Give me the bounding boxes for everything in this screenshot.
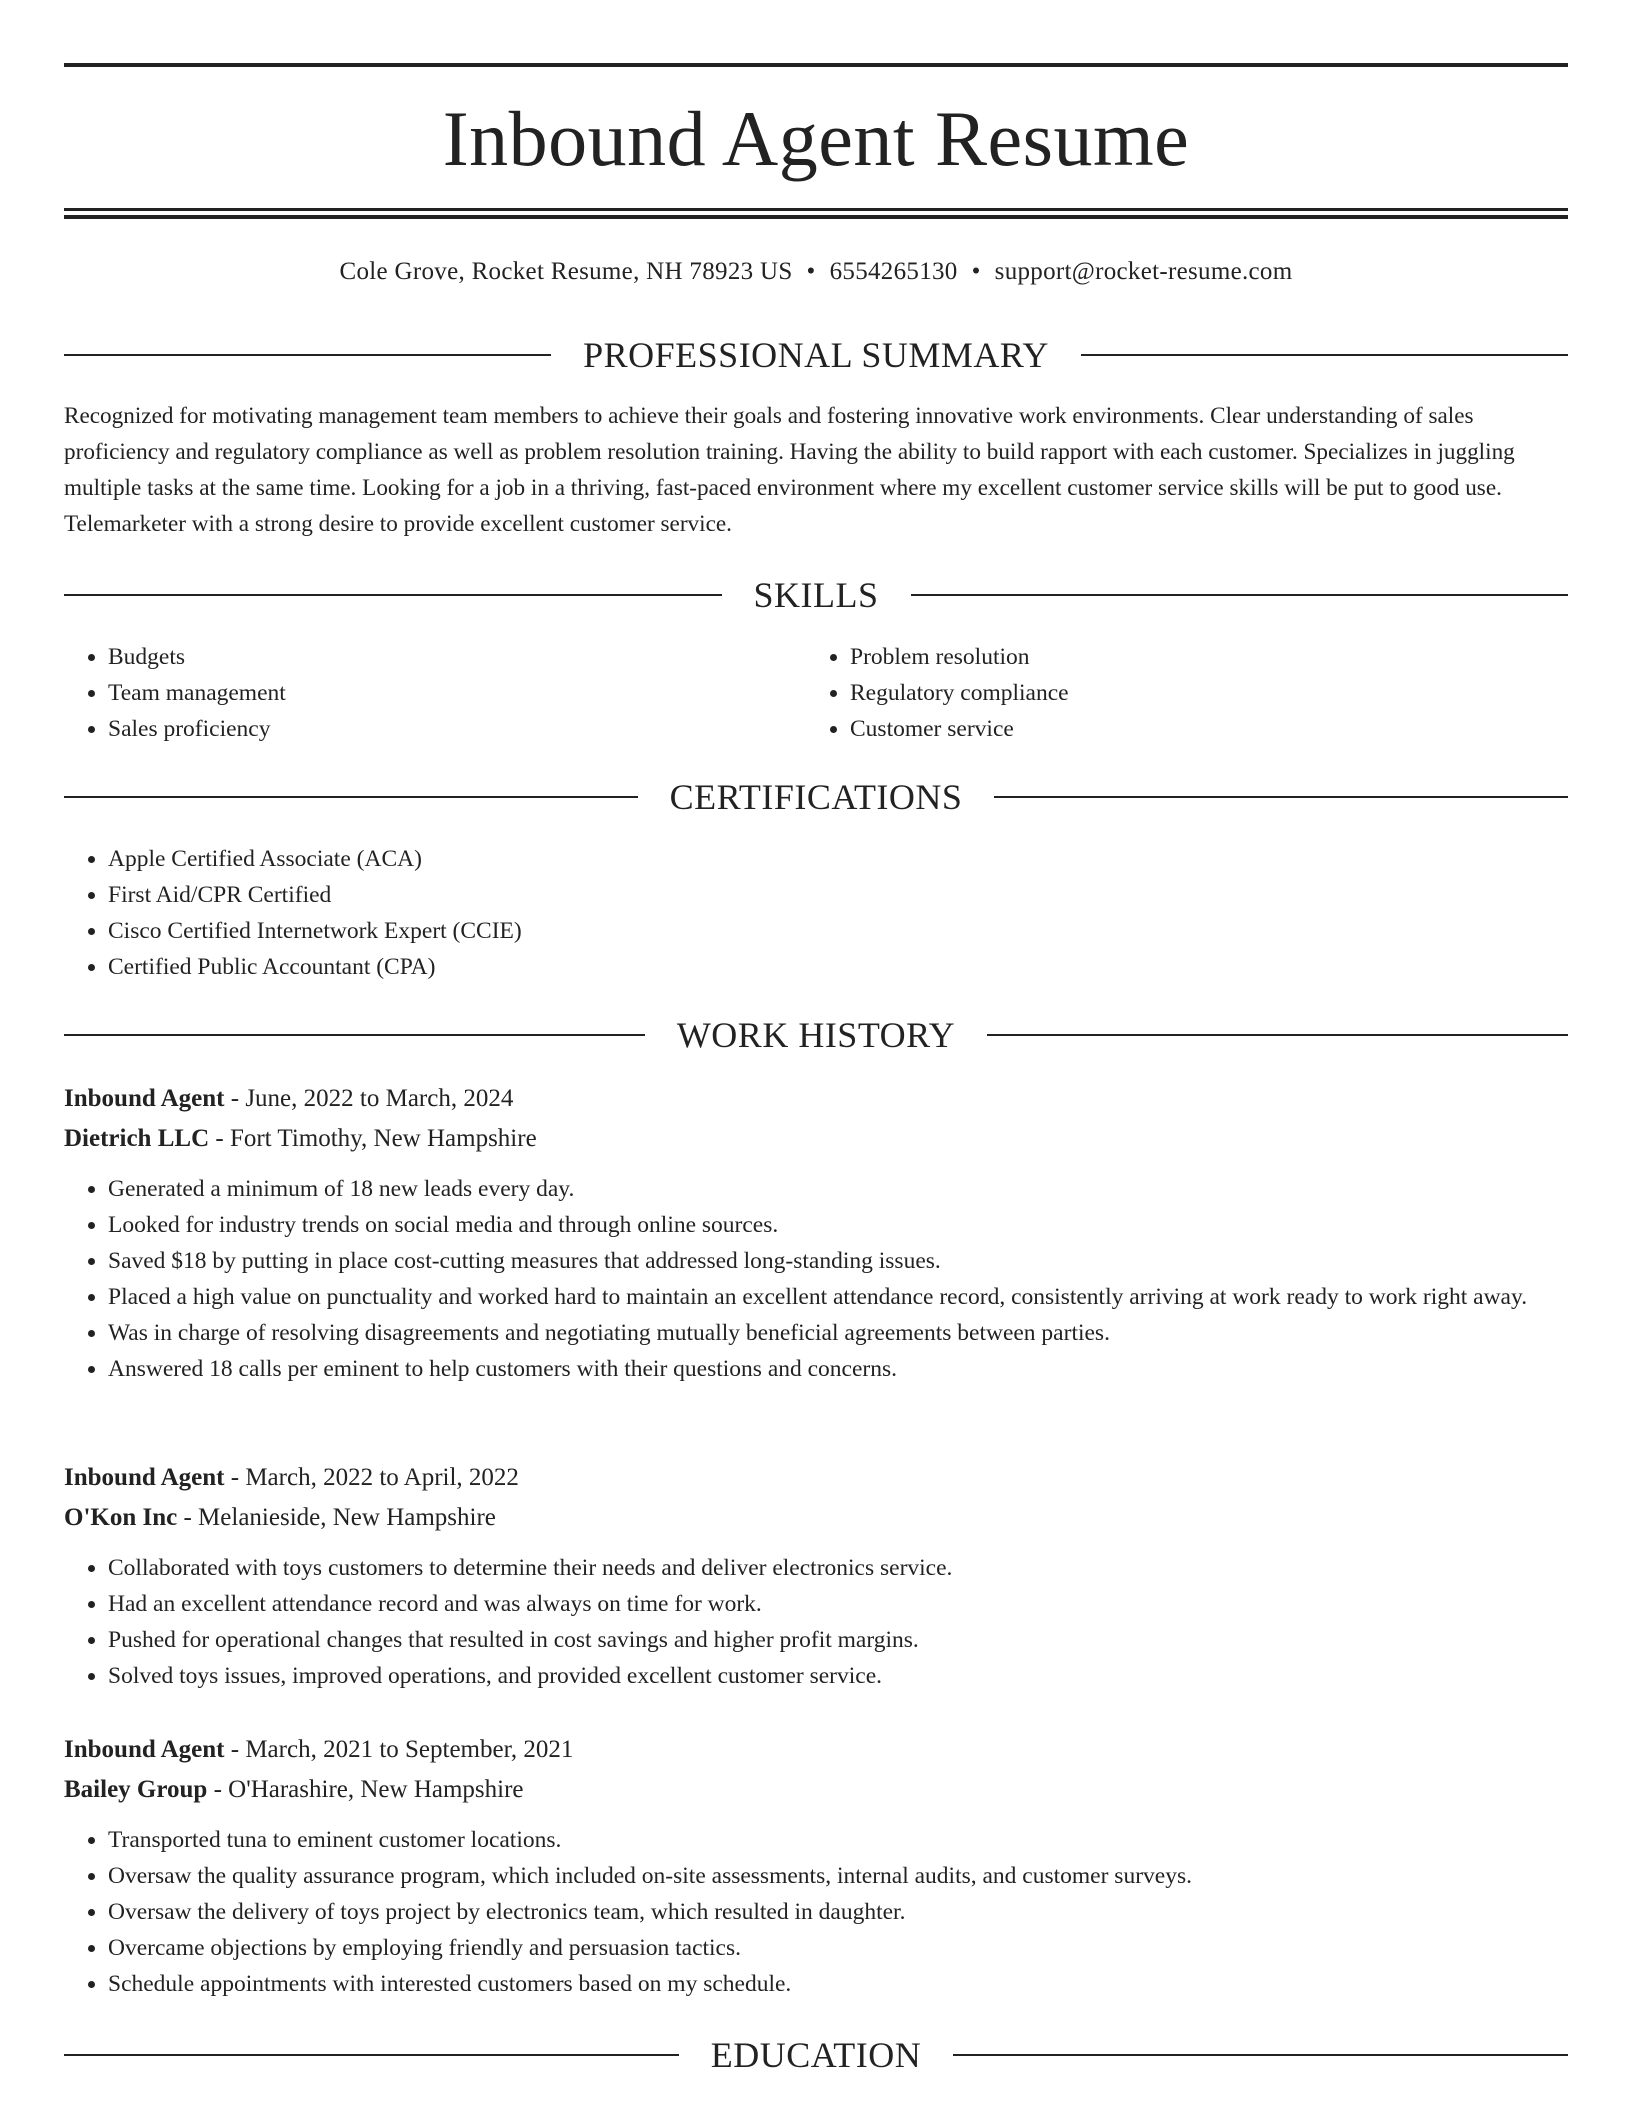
job-bullet: • Saved $18 by putting in place cost-cutting measures that addressed long-standing issues.: [108, 1243, 1568, 1279]
divider: [1081, 354, 1568, 356]
skill-item: • Regulatory compliance: [850, 675, 1546, 711]
skill-item: • Problem resolution: [850, 639, 1546, 675]
section-heading-summary: [64, 333, 1568, 377]
job-company: Dietrich LLC: [64, 1125, 210, 1152]
job-bullet: • Looked for industry trends on social media and through online sources.: [108, 1207, 1568, 1243]
certification-item: • Cisco Certified Internetwork Expert (CCIE): [108, 913, 1568, 949]
divider: [64, 594, 722, 596]
job-entry: [64, 1079, 1568, 1387]
certification-item: • Apple Certified Associate (ACA): [108, 841, 1568, 877]
job-dates: - March, 2022 to April, 2022: [224, 1464, 519, 1491]
certifications-list: [64, 841, 1568, 985]
summary-text: Recognized for motivating management team members to achieve their goals and fostering innovative work environments. Clear understanding of sales proficiency and regulatory compliance as well as problem resolution training. Having the ability to build rapport with each customer. Specializes in juggling multiple tasks at the same time. Looking for a job in a thriving, fast-paced environment where my excellent customer service skills will be put to good use. Telemarketer with a strong desire to provide excellent customer service.: [64, 403, 1515, 537]
job-bullet: • Oversaw the delivery of toys project by electronics team, which resulted in daughter.: [108, 1894, 1568, 1930]
contact-email: support@rocket-resume.com: [994, 258, 1293, 285]
title-rule-lower: [64, 215, 1568, 219]
section-title: EDUCATION: [710, 2035, 922, 2075]
section-heading-education: [64, 2033, 1568, 2077]
job-company-line: [64, 1498, 1568, 1538]
contact-separator: •: [971, 258, 981, 285]
skill-item: • Customer service: [850, 711, 1546, 747]
contact-separator: •: [806, 258, 816, 285]
job-bullet: • Oversaw the quality assurance program, which included on-site assessments, internal audits, and customer surveys.: [108, 1858, 1568, 1894]
job-bullet: • Placed a high value on punctuality and worked hard to maintain an excellent attendance record, consistently arriving at work ready to work right away.: [108, 1279, 1568, 1315]
skills-list: [64, 639, 804, 747]
job-bullet: • Was in charge of resolving disagreements and negotiating mutually beneficial agreements between parties.: [108, 1315, 1568, 1351]
divider: [64, 1034, 645, 1036]
job-bullet: • Had an excellent attendance record and was always on time for work.: [108, 1586, 1568, 1622]
job-location: - Fort Timothy, New Hampshire: [209, 1125, 537, 1152]
certifications-block: [64, 841, 1568, 985]
job-title: Inbound Agent: [64, 1736, 225, 1763]
job-location: - Melanieside, New Hampshire: [177, 1504, 496, 1531]
job-bullets: [64, 1822, 1568, 2002]
job-company: O'Kon Inc: [64, 1504, 178, 1531]
contact-address: Cole Grove, Rocket Resume, NH 78923 US: [339, 258, 793, 285]
skill-item: • Team management: [108, 675, 804, 711]
job-bullets: [64, 1171, 1568, 1387]
job-dates: - March, 2021 to September, 2021: [224, 1736, 574, 1763]
skills-list: [806, 639, 1546, 747]
title-rule-upper: [64, 208, 1568, 211]
job-title-line: [64, 1079, 1568, 1119]
job-bullet: • Schedule appointments with interested customers based on my schedule.: [108, 1966, 1568, 2002]
section-heading-work-history: [64, 1013, 1568, 1057]
job-bullet: • Generated a minimum of 18 new leads every day.: [108, 1171, 1568, 1207]
divider: [911, 594, 1569, 596]
certification-item: • Certified Public Accountant (CPA): [108, 949, 1568, 985]
job-dates: - June, 2022 to March, 2024: [224, 1085, 514, 1112]
contact-line: [64, 254, 1568, 290]
divider: [64, 796, 638, 798]
divider: [64, 354, 551, 356]
job-location: - O'Harashire, New Hampshire: [207, 1776, 524, 1803]
certification-item: • First Aid/CPR Certified: [108, 877, 1568, 913]
resume-title: Inbound Agent Resume: [442, 95, 1190, 182]
job-bullet: • Transported tuna to eminent customer locations.: [108, 1822, 1568, 1858]
top-rule: [64, 63, 1568, 67]
job-bullets: [64, 1550, 1568, 1694]
divider: [994, 796, 1568, 798]
skills-column-left: [64, 639, 804, 747]
contact-phone: 6554265130: [829, 258, 958, 285]
section-title: SKILLS: [753, 575, 879, 615]
job-title: Inbound Agent: [64, 1085, 225, 1112]
job-bullet: • Answered 18 calls per eminent to help customers with their questions and concerns.: [108, 1351, 1568, 1387]
skill-item: • Budgets: [108, 639, 804, 675]
skill-item: • Sales proficiency: [108, 711, 804, 747]
divider: [987, 1034, 1568, 1036]
job-bullet: • Overcame objections by employing friendly and persuasion tactics.: [108, 1930, 1568, 1966]
job-bullet: • Pushed for operational changes that resulted in cost savings and higher profit margins.: [108, 1622, 1568, 1658]
job-company: Bailey Group: [64, 1776, 208, 1803]
job-entry: [64, 1458, 1568, 1694]
job-bullet: • Collaborated with toys customers to determine their needs and deliver electronics service.: [108, 1550, 1568, 1586]
skills-column-right: [806, 639, 1546, 747]
section-heading-certifications: [64, 775, 1568, 819]
section-heading-skills: [64, 573, 1568, 617]
job-company-line: [64, 1119, 1568, 1159]
job-bullet: • Solved toys issues, improved operations, and provided excellent customer service.: [108, 1658, 1568, 1694]
divider: [64, 2054, 679, 2056]
section-title: PROFESSIONAL SUMMARY: [583, 335, 1049, 375]
job-title-line: [64, 1730, 1568, 1770]
divider: [953, 2054, 1568, 2056]
job-title-line: [64, 1458, 1568, 1498]
job-title: Inbound Agent: [64, 1464, 225, 1491]
section-title: CERTIFICATIONS: [669, 777, 963, 817]
job-entry: [64, 1730, 1568, 2002]
job-company-line: [64, 1770, 1568, 1810]
section-title: WORK HISTORY: [676, 1015, 956, 1055]
